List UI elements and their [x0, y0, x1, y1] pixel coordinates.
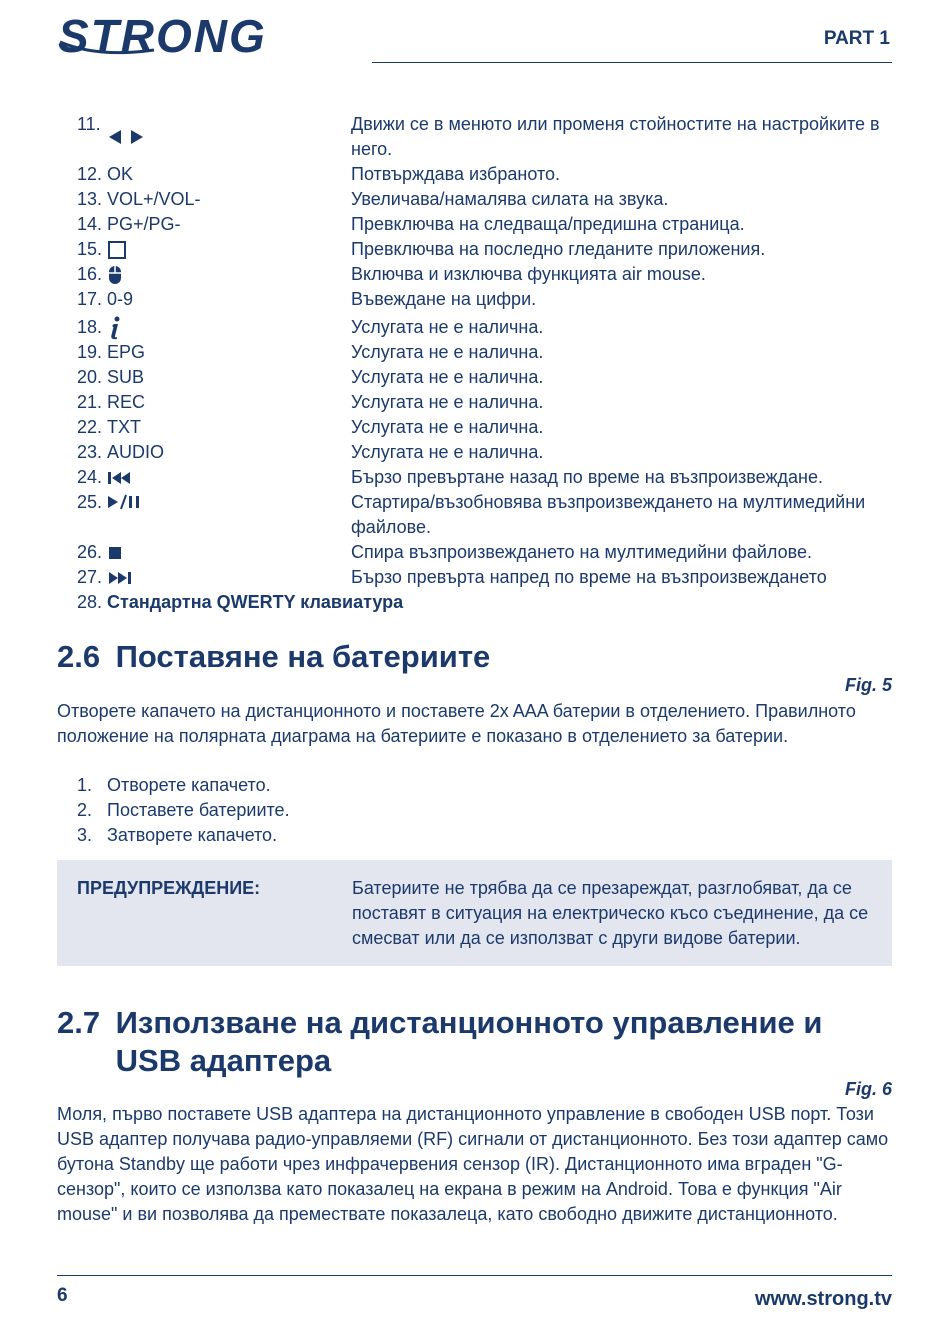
section-title-line2: USB адаптера: [115, 1043, 332, 1078]
list-item: [77, 262, 897, 287]
fast-forward-icon: [107, 570, 133, 586]
item-text: Отворете капачето.: [107, 775, 271, 795]
item-key: [107, 465, 351, 490]
arrow-left-right-icon: [107, 129, 147, 145]
item-description: Услугата не е налична.: [351, 367, 544, 387]
section-paragraph: Моля, първо поставете USB адаптера на дистанционното управление в свободен USB порт. Този USB адаптер получава радио-управляеми (RF) сигнали от дистанционното. Без този адаптер само бутона Standby ще работи чрез инфрачервения сензор (IR). Дистанционното има вграден "G-сензор", които се използва като показалец на екрана в режим на Android. Това е функция "Air mouse" и ви позволява да премествате показалеца, като свободно движите дистанционното.: [57, 1104, 889, 1224]
item-description: Потвърждава избраното.: [351, 164, 560, 184]
warning-text: Батериите не трябва да се презареждат, разглобяват, да се поставят в ситуация на електрическо късо съединение, да се смесват или да се използват с други видове батерии.: [352, 878, 869, 948]
item-description: Спира възпроизвеждането на мултимедийни файлове.: [351, 542, 812, 562]
item-number: 17.: [77, 289, 103, 309]
item-key: EPG: [107, 342, 146, 362]
list-item: [77, 287, 897, 312]
figure-reference: Fig. 5: [844, 675, 892, 695]
item-key: TXT: [107, 417, 141, 437]
strong-logo: [58, 12, 326, 58]
item-description: Въвеждане на цифри.: [351, 289, 537, 309]
item-number: 21.: [77, 392, 103, 412]
list-item: [77, 187, 897, 212]
list-item: [77, 798, 290, 823]
list-item: [77, 365, 897, 390]
header-divider: [372, 62, 892, 63]
figure-reference: Fig. 6: [844, 1079, 892, 1099]
item-number: 14.: [77, 214, 103, 234]
mouse-icon: [107, 265, 123, 285]
item-key: [107, 315, 351, 340]
item-description: Услугата не е налична.: [351, 417, 544, 437]
item-description: Включва и изключва функцията air mouse.: [351, 264, 706, 284]
item-number: 18.: [77, 317, 103, 337]
item-number: 13.: [77, 189, 103, 209]
rewind-icon: [107, 470, 133, 486]
item-number: 12.: [77, 164, 103, 184]
item-number: 22.: [77, 417, 103, 437]
list-item: [77, 590, 897, 615]
item-key: REC: [107, 392, 146, 412]
item-number: 19.: [77, 342, 103, 362]
item-number: 24.: [77, 467, 103, 487]
section-number: 2.7: [57, 1005, 101, 1040]
item-key: [107, 237, 351, 262]
item-key: Стандартна QWERTY клавиатура: [107, 592, 404, 612]
item-description: Бързо превъртане назад по време на възпроизвеждане.: [351, 467, 823, 487]
item-number: 16.: [77, 264, 103, 284]
item-number: 11.: [77, 114, 101, 134]
square-outline-icon: [107, 240, 127, 260]
list-item: [77, 237, 897, 262]
list-item: [77, 490, 897, 540]
info-icon: [107, 316, 123, 340]
play-pause-icon: [107, 494, 143, 510]
item-text: Поставете батериите.: [107, 800, 290, 820]
item-key: VOL+/VOL-: [107, 189, 201, 209]
item-description: Услугата не е налична.: [351, 342, 544, 362]
item-number: 25.: [77, 492, 103, 512]
item-description: Услугата не е налична.: [351, 317, 544, 337]
section-heading: [57, 1004, 822, 1080]
item-number: 27.: [77, 567, 103, 587]
item-number: 20.: [77, 367, 103, 387]
item-description: Превключва на последно гледаните приложения.: [351, 239, 766, 259]
list-item: [77, 390, 897, 415]
stop-icon: [107, 545, 123, 561]
item-number: 23.: [77, 442, 103, 462]
list-item: [77, 340, 897, 365]
section-heading: [57, 638, 490, 676]
list-item: [77, 212, 897, 237]
item-key: [107, 540, 351, 565]
item-key: SUB: [107, 367, 145, 387]
list-item: [77, 112, 897, 162]
section-paragraph: Отворете капачето на дистанционното и поставете 2x AAA батерии в отделението. Правилното положение на полярната диаграма на батериите е показано в отделението за батерии.: [57, 701, 856, 746]
item-number: 3.: [77, 825, 93, 845]
warning-box: [57, 860, 892, 966]
item-key: [107, 565, 351, 590]
item-text: Затворете капачето.: [107, 825, 278, 845]
list-item: [77, 162, 897, 187]
item-description: Услугата не е налична.: [351, 442, 544, 462]
list-item: [77, 465, 897, 490]
list-item: [77, 540, 897, 565]
list-item: [77, 415, 897, 440]
item-description: Бързо превърта напред по време на възпроизвеждането: [351, 567, 827, 587]
item-number: 2.: [77, 800, 93, 820]
item-number: 26.: [77, 542, 103, 562]
list-item: [77, 773, 290, 798]
steps-list: [77, 773, 290, 848]
item-key: 0-9: [107, 289, 134, 309]
item-key: [107, 262, 351, 287]
section-number: 2.6: [57, 639, 101, 674]
item-number: 1.: [77, 775, 93, 795]
list-item: [77, 440, 897, 465]
item-description: Превключва на следваща/предишна страница.: [351, 214, 745, 234]
website-link[interactable]: www.strong.tv: [754, 1288, 892, 1310]
item-number: 15.: [77, 239, 103, 259]
item-description: Услугата не е налична.: [351, 392, 544, 412]
item-key: PG+/PG-: [107, 214, 181, 234]
footer-divider: [57, 1275, 892, 1276]
list-item: [77, 565, 897, 590]
item-key: [107, 112, 351, 162]
item-key: [107, 490, 351, 540]
item-number: 28.: [77, 592, 103, 612]
list-item: [77, 823, 290, 848]
list-item: [77, 315, 897, 340]
part-label: PART 1: [823, 28, 890, 49]
item-description: Увеличава/намалява силата на звука.: [351, 189, 669, 209]
item-description: Движи се в менюто или променя стойностите на настройките в него.: [351, 114, 880, 159]
item-description: Стартира/възобновява възпроизвеждането на мултимедийни файлове.: [351, 492, 866, 537]
item-key: OK: [107, 164, 134, 184]
item-key: AUDIO: [107, 442, 165, 462]
page-number: 6: [57, 1285, 68, 1306]
remote-key-list: [77, 112, 897, 615]
warning-label: ПРЕДУПРЕЖДЕНИЕ:: [77, 878, 261, 898]
logo-wordmark: STRONG: [58, 12, 267, 58]
section-title: Поставяне на батериите: [115, 639, 491, 674]
section-title-line1: Използване на дистанционното управление и: [115, 1005, 823, 1040]
